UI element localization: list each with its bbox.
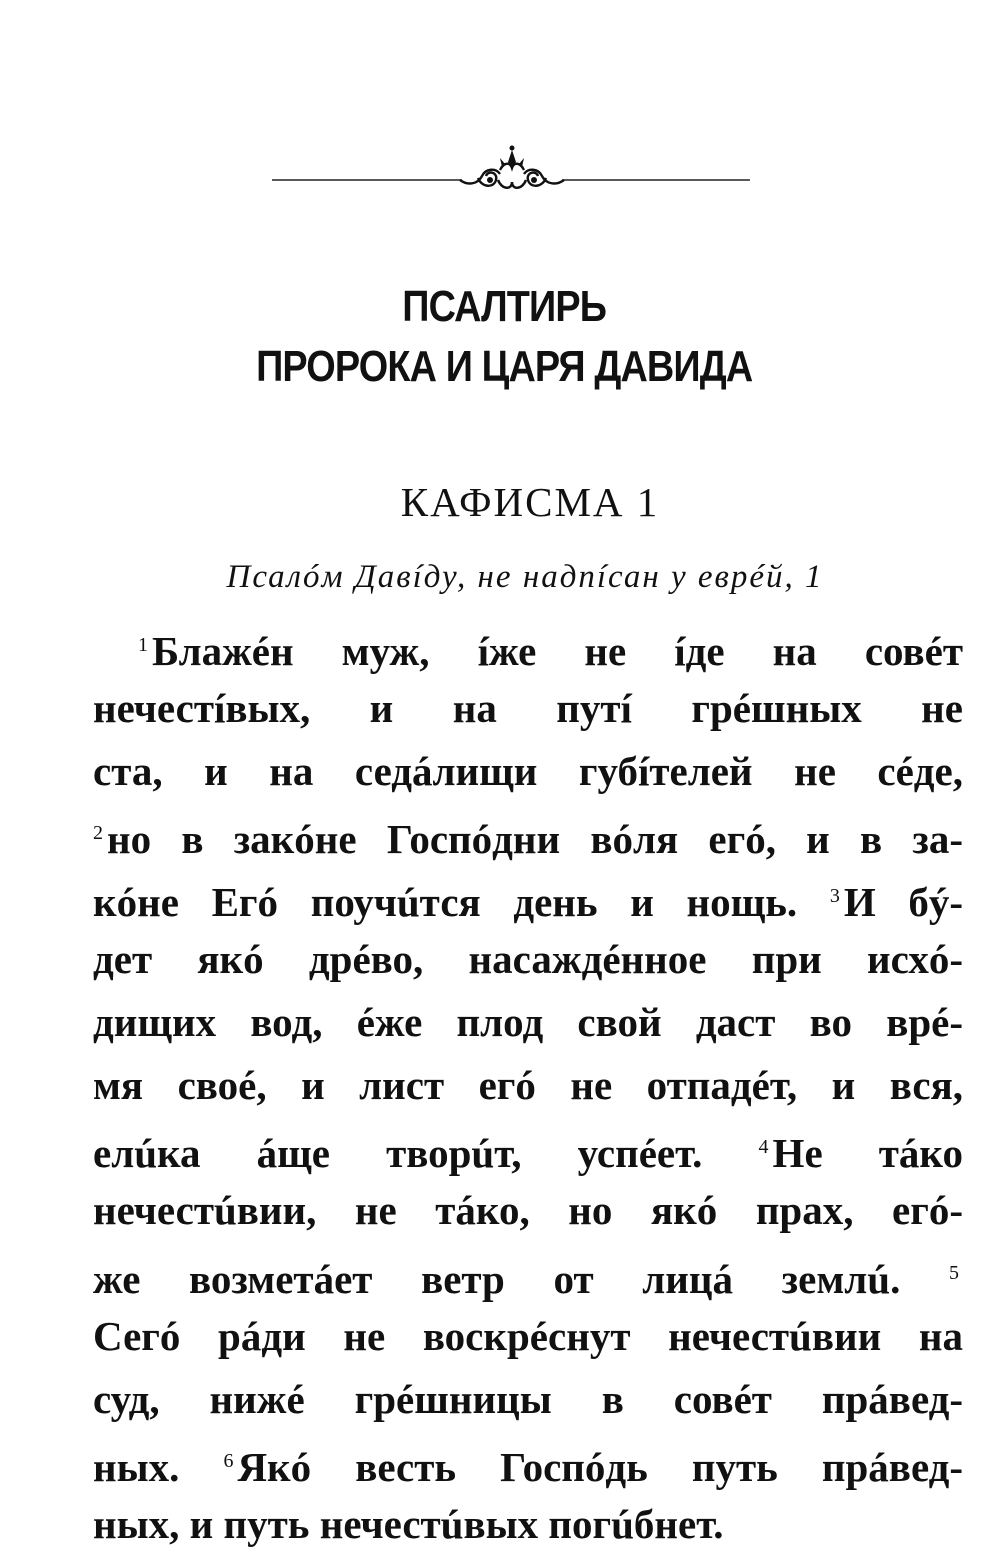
- verse-number: 5: [949, 1261, 960, 1284]
- text-line: кóне Егó поучúтся день и нощь. $^3$И бý-: [93, 879, 964, 926]
- text-line: ных, и путь нечестúвых погúбнет.: [93, 1501, 724, 1548]
- verse-number: 2: [93, 822, 103, 845]
- text-line: мя своé, и лист егó не отпадéт, и вся,: [93, 1061, 963, 1108]
- text-line: дет якó дрéво, насаждéнное при исхó-: [93, 935, 963, 982]
- verse-number: 4: [758, 1136, 769, 1159]
- text-line: ных. $^6$Якó весть Госпóдь путь прáвед-: [93, 1444, 963, 1491]
- book-title-line-1: ПСАЛТИРЬ: [402, 282, 607, 331]
- text-line: суд, нижé грéшницы в совéт прáвед-: [93, 1375, 963, 1422]
- text-line: Сегó рáди не воскрéснут нечестúвии на: [93, 1312, 963, 1359]
- verse-number: 1: [138, 634, 148, 656]
- text-line: нечестúвии, не тáко, но якó прах, егó-: [93, 1187, 963, 1234]
- text-line: елúка áще творúт, успéет. $^4$Не тáко: [93, 1130, 963, 1177]
- text-line: дищих вод, éже плод свой даст во врé-: [93, 998, 963, 1045]
- text-line: нечестíвых, и на путí грéшных не: [93, 684, 963, 731]
- kathisma-heading: КАФИСМА 1: [400, 479, 660, 525]
- psalm-subtitle: Псалóм Давíду, не надпíсан у еврéй, 1: [226, 559, 824, 595]
- verse-number: 6: [223, 1450, 234, 1473]
- book-title-line-2: ПРОРОКА И ЦАРЯ ДАВИДА: [256, 342, 753, 391]
- text-line: $^2$но в закóне Госпóдни вóля егó, и в за-: [93, 816, 963, 863]
- text-line: ста, и на седáлищи губíтелей не сéде,: [93, 747, 963, 794]
- verse-number: 3: [829, 885, 840, 908]
- psalm-text: [93, 614, 963, 1556]
- ornamental-divider: [272, 140, 750, 200]
- text-line: же возметáет ветр от лицá землú. $^5$: [93, 1255, 960, 1302]
- text-line: $^1$Блажéн муж, íже не íде на совéт: [138, 628, 963, 674]
